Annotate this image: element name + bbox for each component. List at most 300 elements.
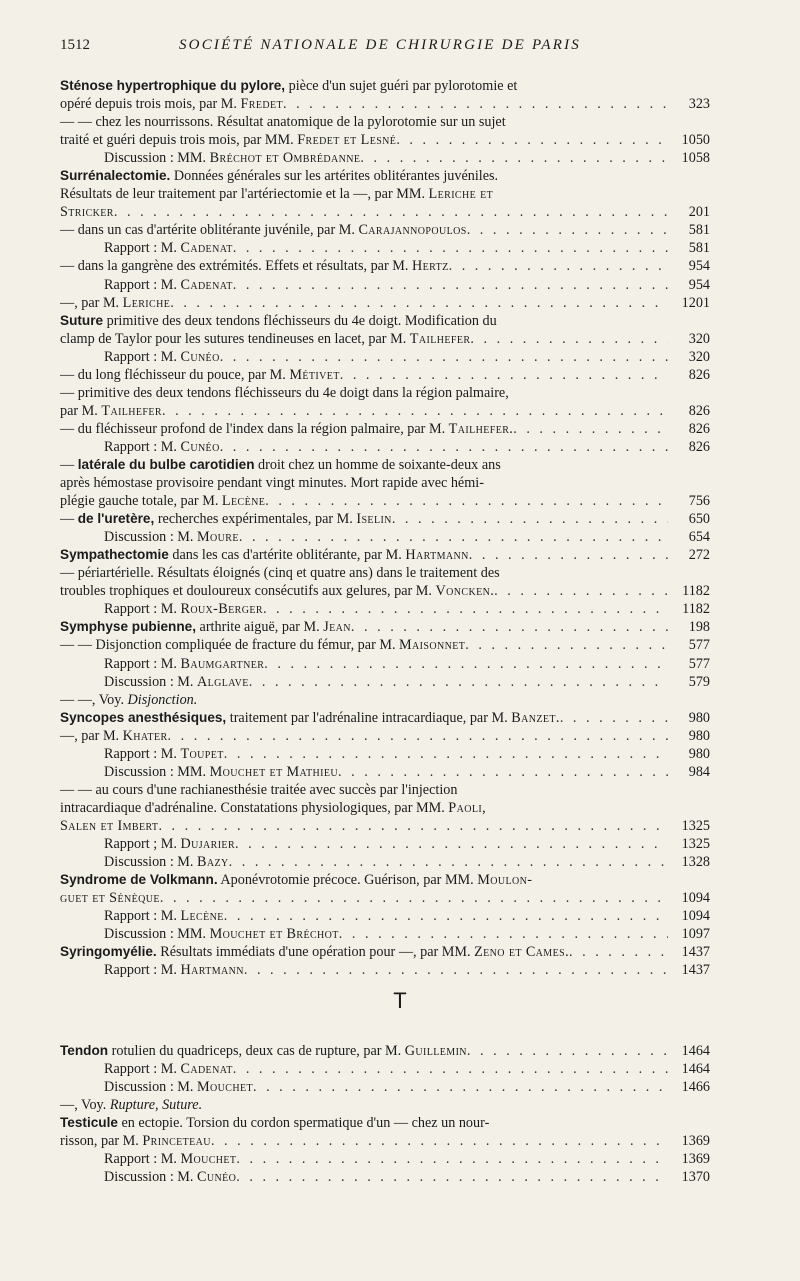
entry-text: Rapport : M. (104, 1061, 181, 1078)
author-names: Stricker (60, 204, 114, 221)
index-entry-text (60, 438, 220, 456)
author-names: Cadenat (180, 276, 233, 293)
index-line (60, 745, 710, 763)
index-entry-text (60, 961, 244, 979)
index-entry-text (60, 673, 249, 691)
index-entry-text (60, 853, 229, 871)
index-entry-text (60, 943, 569, 961)
index-line (60, 1150, 710, 1168)
index-line (60, 1114, 710, 1132)
index-line (60, 113, 710, 131)
dot-leader (513, 420, 668, 438)
index-line (60, 781, 710, 799)
dot-leader (569, 943, 668, 961)
dot-leader (236, 1150, 668, 1168)
index-entry-text (60, 78, 517, 94)
index-entry-text (60, 276, 233, 294)
entry-text: Rapport ; M. (104, 835, 181, 852)
dot-leader (396, 131, 668, 149)
dot-leader (168, 727, 668, 745)
index-line (60, 456, 710, 474)
index-entry-text (60, 420, 513, 438)
dot-leader (233, 239, 668, 257)
index-line (60, 294, 710, 312)
page-ref: 1437 (681, 944, 710, 961)
page-ref: 1094 (681, 908, 710, 925)
index-entry-text (60, 186, 493, 202)
dot-leader (465, 636, 668, 654)
headword: Sympathectomie (60, 547, 169, 563)
author-names: Fredet et Lesné (297, 132, 397, 149)
author-names: Bréchot et Ombrédanne (209, 150, 361, 167)
headword: Testicule (60, 1115, 118, 1131)
entry-text: Rapport : M. (104, 745, 181, 762)
dot-leader (235, 835, 668, 853)
entry-text: — — Disjonction compliquée de fracture du fémur, par M. (60, 637, 400, 654)
author-names: Carajannopoulos (358, 222, 467, 239)
entry-text: Discussion : M. (104, 1079, 198, 1096)
page-ref: 1058 (681, 150, 710, 167)
index-line (60, 330, 710, 348)
page-ref: 1369 (681, 1151, 710, 1168)
author-names: Hartmann (405, 547, 469, 564)
index-line (60, 691, 710, 709)
author-names: Toupet (180, 745, 224, 762)
index-entry-text (60, 257, 449, 275)
page-ref: 1050 (681, 132, 710, 149)
author-names: Alglave (197, 673, 249, 690)
author-names: Mouchet (180, 1151, 237, 1168)
dot-leader (160, 889, 668, 907)
dot-leader (339, 925, 668, 943)
index-entry-text (60, 782, 457, 798)
headword: de l'uretère, (77, 511, 155, 527)
index-line (60, 221, 710, 239)
entry-text: Discussion : M. (104, 673, 198, 690)
page-header (60, 37, 700, 57)
index-entry-text (60, 313, 497, 329)
entry-text: — (60, 511, 78, 528)
page-ref: 1201 (681, 294, 710, 311)
entry-text: Discussion : MM. (104, 926, 210, 943)
dot-leader (469, 546, 668, 564)
index-line (60, 167, 710, 185)
author-names: Leriche (122, 294, 171, 311)
index-entry-text (60, 1168, 236, 1186)
page-ref: 1464 (681, 1061, 710, 1078)
index-line (60, 817, 710, 835)
entry-text: Rapport : M. (104, 962, 181, 979)
index-line (60, 1096, 710, 1114)
author-names: Cunéo (197, 1169, 237, 1186)
entry-text: Résultats immédiats d'une opération pour —, par MM. (156, 944, 475, 961)
dot-leader (265, 492, 668, 510)
entry-text: Rapport : M. (104, 438, 181, 455)
index-line (60, 77, 710, 95)
page-ref: 826 (688, 366, 710, 383)
author-names: Voncken. (435, 583, 495, 600)
dot-leader (224, 907, 668, 925)
index-entry-text (60, 221, 467, 239)
dot-leader (560, 709, 668, 727)
page-ref: 577 (688, 637, 710, 654)
index-line (60, 402, 710, 420)
index-line (60, 889, 710, 907)
entry-text: Discussion : M. (104, 529, 198, 546)
headword: latérale du bulbe carotidien (77, 456, 255, 472)
entry-text: — (60, 456, 78, 473)
entry-text: Discussion : MM. (104, 150, 210, 167)
page-ref: 1464 (681, 1043, 710, 1059)
index-line (60, 1132, 710, 1150)
index-entry-text (60, 1078, 253, 1096)
page-ref: 826 (688, 420, 710, 437)
author-names: Leriche et (428, 186, 494, 203)
author-names: Princeteau (142, 1133, 211, 1150)
page-ref: 954 (688, 258, 710, 275)
index-line (60, 907, 710, 925)
headword: Surrénalectomie. (60, 168, 171, 184)
index-line (60, 257, 710, 275)
page-number: 1512 (60, 37, 90, 53)
entry-text: traité et guéri depuis trois mois, par MM. (60, 132, 298, 149)
cross-reference: Rupture, Suture. (109, 1097, 203, 1114)
page-ref: 1182 (682, 601, 710, 618)
entry-text: — — au cours d'une rachianesthésie traitée avec succès par l'injection (60, 781, 458, 798)
index-line (60, 618, 710, 636)
entry-text: — dans la gangrène des extrémités. Effets et résultats, par M. (60, 258, 412, 275)
running-title: SOCIÉTÉ NATIONALE DE CHIRURGIE DE PARIS (178, 37, 582, 53)
headword: Sténose hypertrophique du pylore, (60, 78, 286, 93)
author-names: Tailhefer (101, 402, 162, 419)
index-entry-text (60, 565, 500, 581)
index-line (60, 492, 710, 510)
index-line (60, 1078, 710, 1096)
index-line (60, 276, 710, 294)
author-names: Moulon- (477, 872, 533, 889)
author-names: Métivet (289, 366, 340, 383)
index-line (60, 474, 710, 492)
dot-leader (229, 853, 668, 871)
author-names: Banzet. (511, 709, 560, 726)
author-names: guet et Sénèque (60, 890, 160, 907)
author-names: Fredet (240, 96, 283, 113)
dot-leader (351, 618, 668, 636)
index-entry-text (60, 600, 263, 618)
index-line (60, 943, 710, 961)
author-names: Hartmann (180, 962, 244, 979)
page-ref: 654 (688, 529, 710, 546)
entry-text: en ectopie. Torsion du cordon spermatique d'un — chez un nour- (117, 1115, 490, 1132)
entry-text: Rapport : M. (104, 655, 181, 672)
entry-text: — du fléchisseur profond de l'index dans la région palmaire, par M. (60, 420, 449, 437)
dot-leader (114, 203, 668, 221)
index-line (60, 1042, 710, 1060)
page-ref: 320 (688, 330, 710, 347)
index-entry-text (60, 114, 506, 130)
author-names: Baumgartner (180, 655, 265, 672)
author-names: Bazy (197, 854, 229, 871)
headword: Syndrome de Volkmann. (60, 872, 218, 888)
dot-leader (392, 510, 668, 528)
index-line (60, 853, 710, 871)
index-entry-text (60, 95, 283, 113)
dot-leader (162, 402, 668, 420)
page-ref: 954 (688, 276, 710, 293)
dot-leader (170, 294, 668, 312)
index-line (60, 582, 710, 600)
entry-text: dans les cas d'artérite oblitérante, par M. (168, 547, 406, 564)
entry-text: après hémostase provisoire pendant vingt minutes. Mort rapide avec hémi- (60, 475, 484, 492)
author-names: Lecène (180, 908, 224, 925)
index-line (60, 366, 710, 384)
index-entry-text (60, 1060, 233, 1078)
dot-leader (224, 745, 668, 763)
entry-text: pièce d'un sujet guéri par pylorotomie et (285, 78, 518, 94)
page-ref: 320 (688, 348, 710, 365)
entry-text: Discussion : M. (104, 854, 198, 871)
entry-text: droit chez un homme de soixante-deux ans (254, 456, 501, 473)
page-ref: 581 (688, 240, 710, 257)
index-entry-text (60, 546, 469, 564)
dot-leader (467, 1042, 668, 1060)
index-entry-text (60, 636, 465, 654)
author-names: Cadenat (180, 240, 233, 257)
author-names: Dujarier (180, 835, 236, 852)
author-names: Cadenat (180, 1061, 233, 1078)
index-line (60, 673, 710, 691)
page-ref: 1094 (681, 890, 710, 907)
entry-text: —, Voy. (60, 1097, 110, 1114)
author-names: Maisonnet (399, 637, 466, 654)
entry-text: — du long fléchisseur du pouce, par M. (60, 366, 290, 383)
index-line (60, 871, 710, 889)
index-entry-text (60, 817, 158, 835)
index-line (60, 763, 710, 781)
index-line (60, 799, 710, 817)
index-line (60, 348, 710, 366)
index-entry-text (60, 655, 264, 673)
page-ref: 577 (688, 655, 710, 672)
entry-text: troubles trophiques et douloureux consécutifs aux gelures, par M. (60, 583, 436, 600)
page-ref: 980 (688, 727, 710, 744)
author-names: Salen et Imbert (60, 817, 159, 834)
author-names: Lecène (221, 493, 266, 510)
dot-leader (264, 655, 668, 673)
page-ref: 1328 (681, 854, 710, 871)
entry-text: Discussion : M. (104, 1169, 198, 1186)
index-line (60, 655, 710, 673)
index-entry-text (60, 925, 339, 943)
index-entry-text (60, 510, 392, 528)
entry-text: plégie gauche totale, par M. (60, 493, 222, 510)
page-ref: 1182 (682, 583, 710, 600)
entry-text: Aponévrotomie précoce. Guérison, par MM. (217, 872, 478, 889)
entry-text: Rapport : M. (104, 348, 181, 365)
entry-text: Rapport : M. (104, 240, 181, 257)
index-line (60, 709, 710, 727)
index-entry-text (60, 1042, 467, 1060)
page-ref: 579 (688, 673, 710, 690)
entry-text: Résultats de leur traitement par l'artériectomie et la —, par MM. (60, 186, 429, 203)
author-names: Paoli, (448, 799, 487, 816)
index-entry-text (60, 457, 501, 473)
page-ref: 1437 (681, 962, 710, 979)
index-line (60, 546, 710, 564)
index-entry-text (60, 1115, 489, 1131)
dot-leader (233, 276, 668, 294)
index-entry-text (60, 872, 532, 888)
index-section-s (60, 77, 710, 979)
page-ref: 1370 (681, 1169, 710, 1186)
index-entry-text (60, 763, 338, 781)
index-entry-text (60, 709, 560, 727)
index-entry-text (60, 131, 396, 149)
page-ref: 272 (688, 547, 710, 564)
index-entry-text (60, 348, 220, 366)
author-names: Mouchet et Bréchot (209, 926, 339, 943)
index-entry-text (60, 907, 224, 925)
page-ref: 1466 (681, 1079, 710, 1096)
page-ref: 1097 (681, 926, 710, 943)
index-entry-text (60, 1150, 236, 1168)
entry-text: clamp de Taylor pour les sutures tendineuses en lacet, par M. (60, 330, 410, 347)
index-line (60, 185, 710, 203)
entry-text: risson, par M. (60, 1133, 143, 1150)
entry-text: — dans un cas d'artérite oblitérante juvénile, par M. (60, 222, 359, 239)
entry-text: Données générales sur les artérites oblitérantes juvéniles. (170, 168, 499, 185)
index-line (60, 384, 710, 402)
dot-leader (244, 961, 668, 979)
entry-text: traitement par l'adrénaline intracardiaque, par M. (226, 709, 512, 726)
page-ref: 581 (688, 222, 710, 239)
index-section-t (60, 1042, 710, 1186)
dot-leader (470, 330, 668, 348)
page-ref: 201 (688, 204, 710, 221)
index-entry-text (60, 692, 197, 708)
index-line (60, 149, 710, 167)
dot-leader (220, 438, 668, 456)
entry-text: intracardiaque d'adrénaline. Constatations physiologiques, par MM. (60, 799, 449, 816)
headword: Symphyse pubienne, (60, 619, 196, 635)
index-line (60, 438, 710, 456)
entry-text: par M. (60, 402, 102, 419)
index-entry-text (60, 582, 494, 600)
dot-leader (449, 257, 668, 275)
index-entry-text (60, 168, 498, 184)
entry-text: Discussion : MM. (104, 763, 210, 780)
headword: Syncopes anesthésiques, (60, 709, 227, 725)
dot-leader (283, 95, 668, 113)
page-ref: 198 (688, 619, 710, 636)
page-ref: 984 (688, 763, 710, 780)
index-entry-text (60, 1097, 202, 1113)
dot-leader (494, 582, 668, 600)
index-line (60, 961, 710, 979)
index-entry-text (60, 528, 239, 546)
dot-leader (338, 763, 668, 781)
dot-leader (249, 673, 668, 691)
author-names: Tailhefer (409, 330, 471, 347)
index-line (60, 239, 710, 257)
headword: Tendon (60, 1043, 109, 1058)
dot-leader (340, 366, 668, 384)
author-names: Cunéo (180, 438, 220, 455)
entry-text: — —, Voy. (60, 691, 128, 708)
author-names: Guillemin (404, 1043, 467, 1059)
entry-text: — périartérielle. Résultats éloignés (cinq et quatre ans) dans le traitement des (60, 565, 500, 582)
index-line (60, 600, 710, 618)
dot-leader (236, 1168, 668, 1186)
author-names: Khater (122, 727, 168, 744)
dot-leader (233, 1060, 668, 1078)
index-line (60, 312, 710, 330)
page-ref: 980 (688, 745, 710, 762)
index-line (60, 131, 710, 149)
author-names: Mouchet (197, 1079, 253, 1096)
index-line (60, 835, 710, 853)
author-names: Hertz (411, 258, 449, 275)
dot-leader (360, 149, 668, 167)
index-line (60, 727, 710, 745)
index-line (60, 636, 710, 654)
dot-leader (158, 817, 668, 835)
index-entry-text (60, 1132, 211, 1150)
index-entry-text (60, 239, 233, 257)
index-entry-text (60, 745, 224, 763)
dot-leader (263, 600, 668, 618)
cross-reference: Disjonction. (127, 691, 198, 708)
index-entry-text (60, 294, 170, 312)
index-entry-text (60, 366, 340, 384)
entry-text: opéré depuis trois mois, par M. (60, 96, 241, 113)
dot-leader (239, 528, 668, 546)
author-names: Iselin (356, 511, 392, 528)
index-entry-text (60, 492, 265, 510)
page-ref: 826 (688, 438, 710, 455)
headword: Suture (60, 312, 104, 328)
index-entry-text (60, 889, 160, 907)
entry-text: Rapport : M. (104, 1151, 181, 1168)
index-entry-text (60, 385, 509, 401)
author-names: Roux-Berger (180, 601, 263, 618)
page-ref: 980 (688, 709, 710, 726)
page-ref: 1325 (681, 817, 710, 834)
page-ref: 650 (688, 511, 710, 528)
entry-text: —, par M. (60, 294, 123, 311)
entry-text: — primitive des deux tendons fléchisseurs du 4e doigt dans la région palmaire, (60, 384, 509, 401)
index-line (60, 925, 710, 943)
author-names: Tailhefer. (448, 420, 514, 437)
author-names: Jean (323, 619, 351, 636)
page-ref: 826 (688, 402, 710, 419)
index-entry-text (60, 475, 484, 491)
index-line (60, 510, 710, 528)
author-names: Zeno et Cames. (474, 944, 570, 961)
entry-text: — — chez les nourrissons. Résultat anatomique de la pylorotomie sur un sujet (60, 114, 506, 131)
entry-text: primitive des deux tendons fléchisseurs du 4e doigt. Modification du (103, 312, 497, 329)
index-line (60, 1060, 710, 1078)
index-entry-text (60, 800, 486, 816)
dot-leader (220, 348, 668, 366)
entry-text: rotulien du quadriceps, deux cas de rupture, par M. (108, 1043, 405, 1059)
page-ref: 756 (688, 493, 710, 510)
author-names: Moure (197, 529, 239, 546)
dot-leader (211, 1132, 668, 1150)
index-line (60, 420, 710, 438)
author-names: Cunéo (180, 348, 220, 365)
headword: Syringomyélie. (60, 944, 157, 960)
